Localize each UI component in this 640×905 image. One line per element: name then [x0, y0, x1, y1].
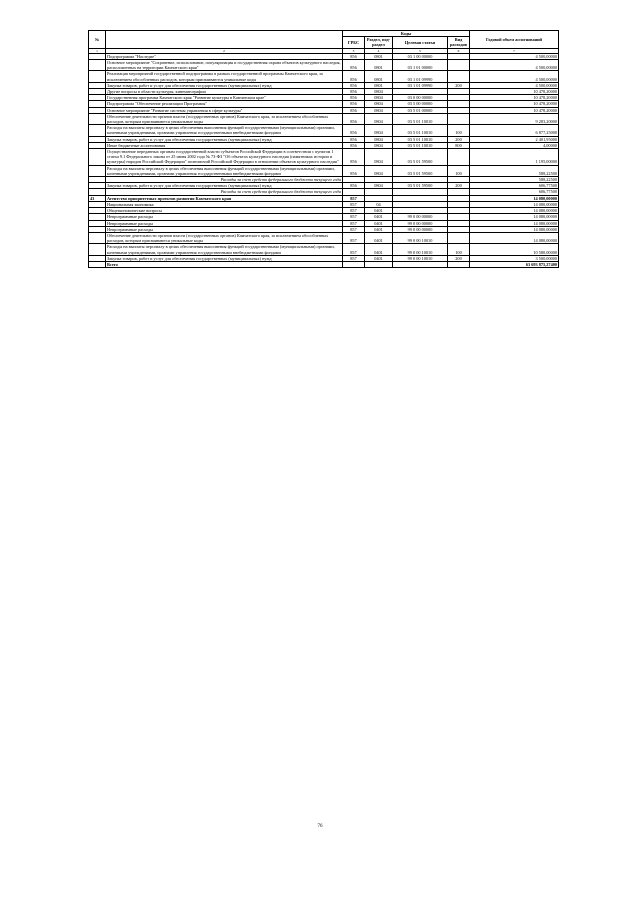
col-number: 3 [343, 48, 365, 53]
row-razdel: 0804 [365, 165, 393, 176]
row-razdel: 0401 [365, 232, 393, 243]
row-name: Агентство приоритетных проектов развития Камчатского края [106, 195, 343, 201]
row-name: Расходы за счет средств федерального бюджета текущего года [106, 177, 343, 183]
row-amount: 10 478,20000 [470, 107, 559, 113]
row-number [89, 71, 106, 82]
row-vr: 100 [448, 244, 470, 255]
row-grbs: 857 [343, 195, 365, 201]
row-number [89, 232, 106, 243]
header-razdel: Раздел, под-раздел [365, 37, 393, 48]
row-name: Основное мероприятие "Сохранение, использование, популяризация и государственная охрана объектов культурного наследия, расположенных на территории Камчатского края" [107, 60, 341, 71]
header-num: № [89, 31, 106, 49]
row-razdel: 0804 [365, 89, 393, 95]
row-name: Другие вопросы в области культуры, кинематографии [106, 89, 343, 95]
row-grbs: 856 [343, 60, 365, 71]
row-name: Закупка товаров, работ и услуг для обеспечения государственных (муниципальных) нужд [106, 136, 343, 142]
row-grbs: 856 [343, 142, 365, 148]
row-vr [448, 261, 470, 267]
row-number [89, 244, 106, 255]
row-amount: 606,77500 [470, 183, 559, 189]
row-name: Закупка товаров, работ и услуг для обеспечения государственных (муниципальных) нужд [106, 183, 343, 189]
header-cst: Целевая статья [393, 37, 448, 48]
row-name: Государственная программа Камчатского края "Развитие культуры в Камчатском крае" [106, 95, 343, 101]
row-razdel: 0801 [365, 82, 393, 88]
row-razdel: 0804 [365, 113, 393, 124]
row-razdel: 0804 [365, 101, 393, 107]
row-amount: 14 080,00000 [470, 214, 559, 220]
row-grbs: 856 [343, 95, 365, 101]
table-row [89, 125, 559, 136]
header-grbs: ГРБС [343, 37, 365, 48]
row-amount: 14 080,00000 [470, 201, 559, 207]
row-razdel: 0401 [365, 214, 393, 220]
row-amount: 10 478,20000 [470, 101, 559, 107]
row-number: 43 [89, 195, 106, 201]
row-grbs: 856 [343, 136, 365, 142]
row-razdel [365, 261, 393, 267]
row-number [89, 261, 106, 267]
row-cst: 03 5 01 00000 [393, 107, 448, 113]
row-amount: 606,77500 [470, 189, 559, 195]
row-number [89, 125, 106, 136]
col-number: 6 [448, 48, 470, 53]
row-name: Обеспечение деятельности органов власти (государственных органов) Камчатского края, за исключением обособленных расходов, которым присваиваются уникальные коды [106, 232, 343, 243]
row-cst: 03 5 01 59500 [393, 149, 448, 166]
row-grbs: 856 [343, 165, 365, 176]
row-cst: 03 5 01 10010 [393, 142, 448, 148]
budget-table-body [89, 53, 559, 267]
row-grbs: 856 [343, 101, 365, 107]
row-amount: 63 693 875,27400 [470, 261, 559, 267]
row-cst: 99 0 00 10010 [393, 232, 448, 243]
header-amount: Годовой объем ассигнований [470, 31, 559, 49]
row-grbs: 857 [343, 226, 365, 232]
row-grbs: 856 [343, 53, 365, 59]
row-razdel: 0401 [365, 255, 393, 261]
row-name: Иные бюджетные ассигнования [106, 142, 343, 148]
table-row [89, 60, 559, 71]
row-razdel: 0804 [365, 95, 393, 101]
row-cst: 03 5 01 10010 [393, 136, 448, 142]
row-razdel: 0401 [365, 220, 393, 226]
row-vr [448, 60, 470, 71]
row-cst: 03 5 01 59500 [393, 183, 448, 189]
row-cst: 99 0 00 00000 [393, 220, 448, 226]
page-number: 76 [317, 824, 323, 829]
row-vr: 200 [448, 82, 470, 88]
row-name: Всего [106, 261, 343, 267]
row-razdel: 0804 [365, 136, 393, 142]
row-grbs: 857 [343, 208, 365, 214]
row-grbs: 857 [343, 214, 365, 220]
row-cst: 03 1 01 09990 [393, 82, 448, 88]
row-amount: 3 500,00000 [470, 255, 559, 261]
row-amount: 2 401,95000 [470, 136, 559, 142]
col-number: 5 [393, 48, 448, 53]
row-razdel: 0804 [365, 183, 393, 189]
table-row [89, 232, 559, 243]
header-name [106, 31, 343, 49]
row-name: Основное мероприятие "Развитие системы управления в сфере культуры" [106, 107, 343, 113]
row-cst: 03 5 01 59500 [393, 165, 448, 176]
row-razdel: 0801 [365, 71, 393, 82]
row-cst: 03 5 01 10010 [393, 125, 448, 136]
row-grbs: 856 [343, 149, 365, 166]
row-amount: 588,22500 [470, 165, 559, 176]
table-row [89, 244, 559, 255]
header-codes: Коды [343, 31, 470, 37]
row-vr: 200 [448, 255, 470, 261]
table-row [89, 71, 559, 82]
row-name: Непрограммные расходы [106, 220, 343, 226]
row-name: Закупка товаров, работ и услуг для обеспечения государственных (муниципальных) нужд [106, 82, 343, 88]
row-amount: 4 500,00000 [470, 53, 559, 59]
table-row [89, 165, 559, 176]
row-razdel: 0801 [365, 53, 393, 59]
row-vr [448, 113, 470, 124]
row-razdel: 04 [365, 201, 393, 207]
row-name: Непрограммные расходы [106, 226, 343, 232]
table-row [89, 149, 559, 166]
row-cst: 99 0 00 00000 [393, 226, 448, 232]
row-name: Непрограммные расходы [106, 214, 343, 220]
row-vr [448, 232, 470, 243]
row-name: Расходы на выплаты персоналу в целях обеспечения выполнения функций государственными (муниципальными) органами, казенными учреждениями, органами управления государственными внебюджетными фондами [106, 125, 343, 136]
row-razdel: 0804 [365, 142, 393, 148]
row-vr: 100 [448, 165, 470, 176]
row-amount: 10 580,00000 [470, 244, 559, 255]
row-name: Расходы на выплаты персоналу в целях обеспечения выполнения функций государственными (муниципальными) органами, казенными учреждениями, органами управления государственными внебюджетными фондами [106, 165, 343, 176]
row-cst: 03 5 01 10010 [393, 113, 448, 124]
header-vr: Вид расходов [448, 37, 470, 48]
col-number: 1 [89, 48, 106, 53]
row-cst: 03 5 00 00000 [393, 101, 448, 107]
row-name: Расходы на выплаты персоналу в целях обеспечения выполнения функций государственными (муниципальными) органами, казенными учреждениями, органами управления государственными внебюджетными фондами [106, 244, 343, 255]
row-number [89, 149, 106, 166]
col-number: 2 [106, 48, 343, 53]
row-cst: 03 1 01 09990 [393, 71, 448, 82]
row-cst: 03 1 01 00000 [393, 60, 448, 71]
row-amount: 14 080,00000 [470, 208, 559, 214]
row-amount: 14 080,00000 [470, 195, 559, 201]
col-number: 4 [365, 48, 393, 53]
row-grbs: 856 [343, 82, 365, 88]
col-number: 7 [470, 48, 559, 53]
row-razdel: 0804 [365, 149, 393, 166]
row-cst: 99 0 00 10010 [393, 244, 448, 255]
table-row [89, 261, 559, 267]
header-row-top [89, 31, 559, 37]
row-grbs: 857 [343, 232, 365, 243]
budget-table-sheet [88, 30, 558, 268]
row-razdel: 0401 [365, 244, 393, 255]
row-name: Закупка товаров, работ и услуг для обеспечения государственных (муниципальных) нужд [106, 255, 343, 261]
row-cst: 03 0 00 00000 [393, 95, 448, 101]
row-number [89, 113, 106, 124]
row-amount: 4 500,00000 [470, 82, 559, 88]
row-grbs: 856 [343, 113, 365, 124]
row-amount: 4 500,00000 [470, 71, 559, 82]
row-grbs: 856 [343, 125, 365, 136]
row-razdel: 0804 [365, 125, 393, 136]
row-number [89, 165, 106, 176]
row-vr: 200 [448, 136, 470, 142]
row-vr: 800 [448, 142, 470, 148]
row-amount: 10 478,20000 [470, 89, 559, 95]
row-amount: 14 080,00000 [470, 220, 559, 226]
row-vr [448, 149, 470, 166]
row-amount: 4 500,00000 [470, 60, 559, 71]
row-name: Национальная экономика [106, 201, 343, 207]
row-grbs [343, 261, 365, 267]
row-vr: 200 [448, 183, 470, 189]
row-vr [448, 71, 470, 82]
row-name: Расходы за счет средств федерального бюджета текущего года [106, 189, 343, 195]
row-razdel: 0401 [365, 208, 393, 214]
row-amount: 10 478,20000 [470, 95, 559, 101]
row-grbs: 856 [343, 107, 365, 113]
row-grbs: 857 [343, 244, 365, 255]
row-name: Подпрограмма "Обеспечение реализации Программы" [106, 101, 343, 107]
row-name: Осуществление переданных органам государственной власти субъектов Российской Федерации в соответствии с пунктом 1 статьи 9.1 Федерального закона от 25 июня 2002 года № 73-ФЗ "Об объектах культурного наследия (памятниках истории и культуры) народов Российской Федерации" полномочий Российской Федерации в отношении объектов культурного наследия" [106, 149, 343, 166]
row-razdel: 0804 [365, 107, 393, 113]
row-cst [393, 261, 448, 267]
row-vr: 100 [448, 125, 470, 136]
row-grbs: 856 [343, 89, 365, 95]
row-amount: 4,00000 [470, 142, 559, 148]
row-grbs: 856 [343, 183, 365, 189]
row-name: Подпрограмма "Наследие" [106, 53, 343, 59]
row-amount: 6 877,25000 [470, 125, 559, 136]
row-cst: 99 0 00 00000 [393, 214, 448, 220]
table-row [89, 113, 559, 124]
row-name: Обеспечение деятельности органов власти (государственных органов) Камчатского края, за исключением обособленных расходов, которым присваиваются уникальные коды [106, 113, 343, 124]
row-number [89, 60, 106, 71]
row-amount: 1 195,00000 [470, 149, 559, 166]
row-grbs: 857 [343, 201, 365, 207]
row-razdel: 0401 [365, 226, 393, 232]
row-amount: 14 080,00000 [470, 232, 559, 243]
row-amount: 14 080,00000 [470, 226, 559, 232]
row-name: Реализация мероприятий государственной подпрограммы в рамках государственной программы Камчатского края, за исключением обособленных расходов, которым присваиваются уникальные коды [106, 71, 343, 82]
row-razdel: 0801 [365, 60, 393, 71]
row-grbs: 857 [343, 220, 365, 226]
row-name: Общеэкономические вопросы [106, 208, 343, 214]
row-grbs: 856 [343, 71, 365, 82]
budget-table [88, 30, 559, 268]
row-cst: 99 0 00 10010 [393, 255, 448, 261]
row-amount: 588,22500 [470, 177, 559, 183]
row-grbs: 857 [343, 255, 365, 261]
row-cst: 03 1 00 00000 [393, 53, 448, 59]
row-amount: 9 283,20000 [470, 113, 559, 124]
